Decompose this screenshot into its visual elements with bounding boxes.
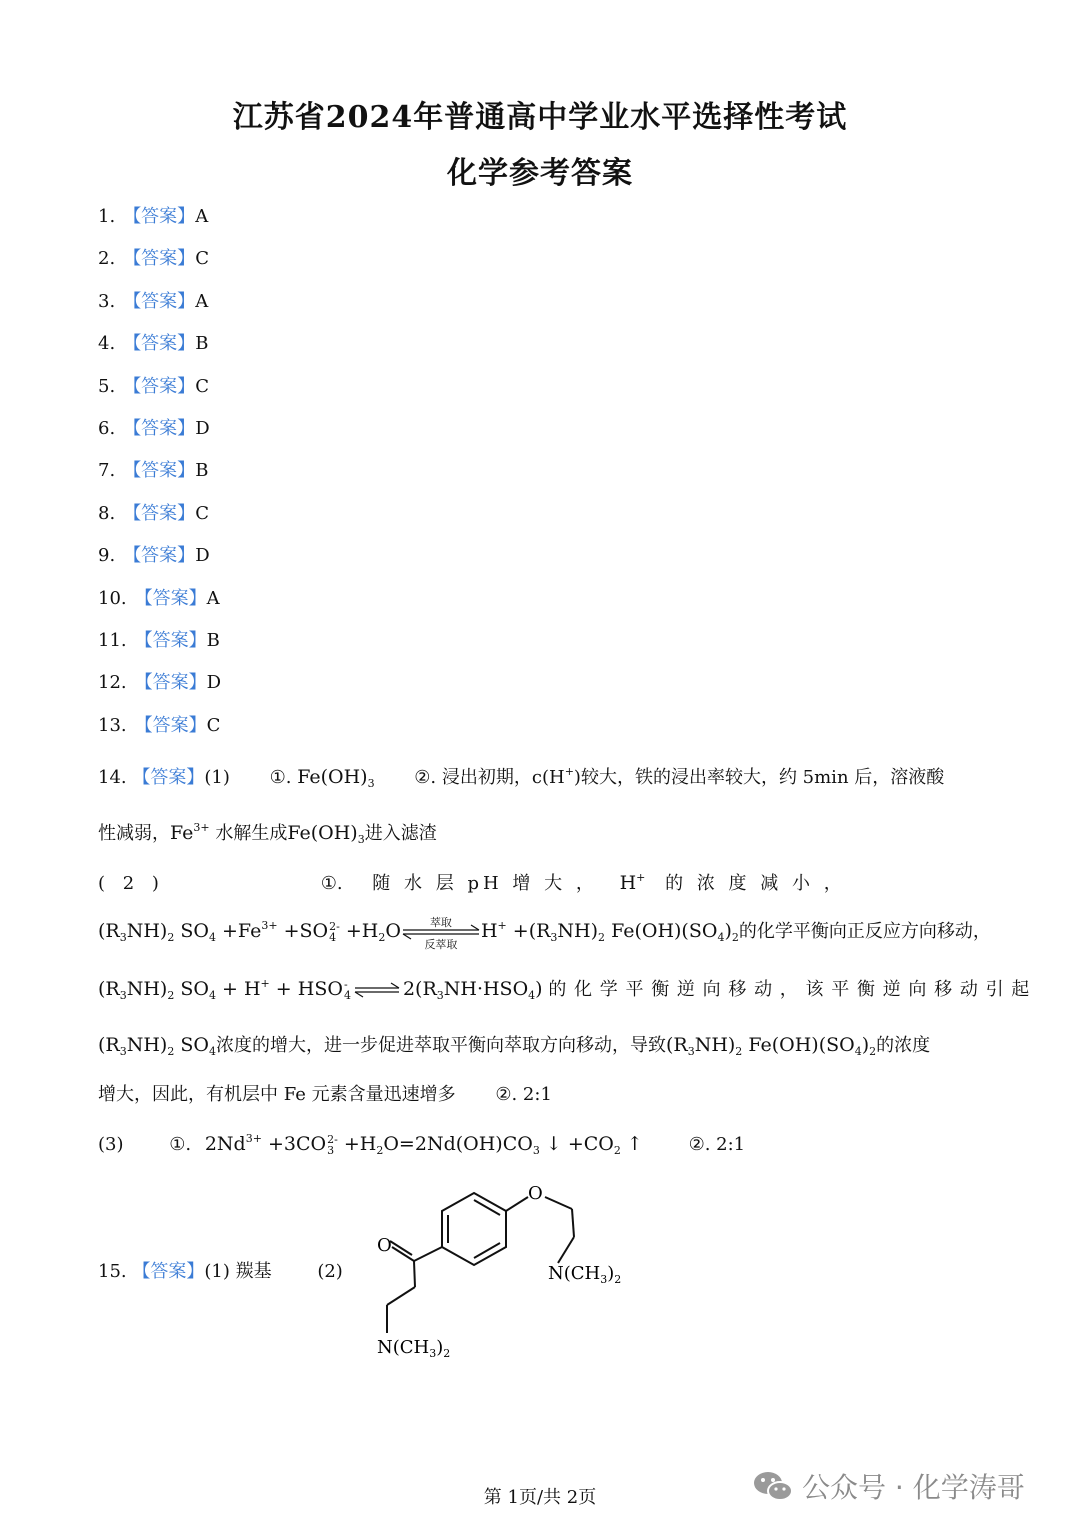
answer-value: B — [206, 630, 220, 651]
q14-part2-label: ( 2 ) — [98, 873, 165, 894]
q14-part1-line1: 14. 【答案】(1) ①. $Fe(OH)_3$ ②. 浸出初期，c(H+)较大，铁的浸出率较大，约 5min 后，溶液酸 — [98, 765, 945, 790]
formula-nd-reaction: $2Nd^{3+} +3CO$ 2- 3 $+H_2O=2Nd(OH)CO_3$ ↓ $+CO_2$ ↑ — [204, 1132, 643, 1157]
q14-number: 14. — [98, 767, 127, 788]
watermark-text: 公众号 · 化学涛哥 — [802, 1471, 1025, 1504]
answer-tag: 【答案】 — [134, 630, 207, 651]
q15-part1: (1) 羰基 — [204, 1261, 272, 1282]
answer-number: 1. — [98, 206, 116, 227]
q14-part2-text-d: 的 化 学 平 衡 逆 向 移 动 ， 该 平 衡 逆 向 移 动 引 起 — [548, 979, 1031, 1000]
document-subtitle: 化学参考答案 — [447, 156, 633, 191]
arrow-label-strip: 反萃取 — [424, 938, 458, 951]
answer-row — [98, 670, 221, 696]
answer-tag: 【答案】 — [134, 714, 207, 736]
answer-tag: 【答案】 — [134, 587, 207, 609]
q14-part2-line4: $(R_3NH)_2$ $SO_4$浓度的增大，进一步促进萃取平衡向萃取方向移动，导致$(R_3NH)_2$ $Fe(OH)(SO_4)_2$的浓度 — [98, 1034, 931, 1058]
answer-tag: 【答案】 — [123, 418, 196, 439]
answer-value: D — [195, 418, 210, 439]
atom-o-ketone: O — [377, 1235, 392, 1256]
answer-number: 4. — [98, 333, 116, 355]
q14-part3 — [98, 1131, 745, 1158]
answer-value: C — [206, 714, 221, 736]
answer-tag: 【答案】 — [123, 545, 196, 567]
answer-value: B — [195, 333, 209, 355]
answer-row — [98, 586, 220, 612]
answer-value: C — [195, 375, 209, 397]
q14-part2-text-a: 随 水 层 pH 增 大 ， — [372, 873, 598, 894]
q14-part2-text-g: 增大，因此，有机层中 Fe 元素含量迅速增多 — [98, 1084, 456, 1105]
q14-equation2: $(R_3NH)_2$ $SO_4 + H^+$ + HSO - 4 $2(R_3NH\cdot HSO_4)$ 的 化 学 平 衡 逆 向 移 动 ， 该 平 衡 逆 向 移 动 引 起 — [98, 977, 1031, 1002]
q14-text-d: 水解生成 — [215, 823, 288, 844]
answer-value: A — [195, 206, 209, 227]
q14-part3-mark1: ①. — [169, 1134, 192, 1155]
answer-number: 8. — [98, 502, 116, 524]
answer-row — [98, 289, 208, 315]
answer-value: D — [206, 672, 222, 694]
answer-tag: 【答案】 — [123, 206, 196, 227]
wechat-icon — [752, 1469, 794, 1503]
q15-number: 15. — [98, 1261, 127, 1282]
answer-row — [98, 331, 208, 357]
answer-tag: 【答案】 — [132, 1261, 205, 1282]
answer-tag: 【答案】 — [132, 767, 205, 788]
answer-value: B — [195, 460, 209, 482]
q14-text-c: 性减弱， — [98, 823, 170, 844]
answer-row — [98, 458, 208, 484]
answer-row — [98, 204, 208, 230]
answer-row — [98, 501, 209, 527]
q15-part2-label: (2) — [317, 1261, 343, 1282]
q14-part3-mark2: ②. 2:1 — [688, 1134, 746, 1155]
answer-number: 13. — [98, 714, 127, 736]
equilibrium-arrow-1 — [401, 916, 481, 951]
answer-tag: 【答案】 — [123, 248, 196, 270]
answer-number: 11. — [98, 630, 127, 651]
q14-part2-text-b: 的 浓 度 减 小 ， — [665, 873, 846, 894]
answer-number: 10. — [98, 587, 127, 609]
q14-part2-mark2: ②. 2:1 — [495, 1084, 552, 1105]
answer-value: A — [206, 587, 220, 609]
answer-number: 7. — [98, 460, 116, 482]
answer-row — [98, 246, 209, 272]
answer-tag: 【答案】 — [123, 375, 196, 397]
q14-part2-text-c: 的化学平衡向正反应方向移动， — [738, 921, 991, 942]
answer-tag: 【答案】 — [123, 290, 196, 312]
q14-part2-text-e: 浓度的增大，进一步促进萃取平衡向萃取方向移动，导致 — [215, 1035, 666, 1056]
answer-tag: 【答案】 — [134, 672, 207, 694]
q14-equation1: $(R_3NH)_2$ $SO_4 +Fe^{3+} +SO$ 2- 4 $+H_2O$ 萃取 反萃取 $H^+ +(R_3NH)_2$ $Fe(OH)(SO_4)_2$的化学平衡向正反应方向移动， — [98, 916, 991, 951]
answer-row — [98, 416, 210, 442]
answer-row — [98, 713, 220, 739]
q14-part2-mark1: ①. — [320, 873, 343, 894]
answer-value: A — [195, 290, 209, 312]
answer-tag: 【答案】 — [123, 333, 196, 355]
answer-value: C — [195, 248, 209, 270]
q14-part2-text-f: 的浓度 — [876, 1035, 931, 1056]
answer-number: 2. — [98, 248, 116, 270]
q14-part1-line2: 性减弱，$Fe^{3+}$ 水解生成$Fe(OH)_3$进入滤渣 — [98, 821, 437, 846]
answer-row — [98, 543, 210, 569]
q14-mark2: ②. — [414, 767, 437, 788]
q14-part2-line5 — [98, 1082, 552, 1108]
page-footer: 第 1页/共 2页 — [483, 1487, 597, 1508]
q14-text-a: 浸出初期，c(H — [441, 767, 565, 788]
answer-row — [98, 374, 209, 400]
answer-tag: 【答案】 — [123, 460, 196, 482]
answer-value: D — [195, 545, 210, 567]
answer-number: 3. — [98, 290, 116, 312]
molecular-structure — [360, 1175, 660, 1375]
answer-row — [98, 628, 220, 654]
formula-feoh3: $Fe(OH)_3$ — [297, 766, 375, 790]
answer-number: 9. — [98, 545, 116, 567]
arrow-label-extract: 萃取 — [429, 916, 452, 929]
q14-part3-label: (3) — [98, 1134, 124, 1155]
q14-part1-label: (1) — [204, 767, 230, 788]
watermark — [752, 1466, 1025, 1506]
q14-text-b: )较大，铁的浸出率较大，约 5min 后，溶液酸 — [573, 767, 945, 788]
group-n1: $N(CH_3)_2$ — [548, 1263, 622, 1286]
equilibrium-arrow-2 — [353, 980, 401, 1000]
answer-value: C — [195, 502, 209, 524]
answer-number: 6. — [98, 418, 116, 439]
answer-number: 12. — [98, 672, 127, 694]
answer-tag: 【答案】 — [123, 502, 196, 524]
atom-o-ether: O — [528, 1183, 543, 1204]
answer-number: 5. — [98, 375, 116, 397]
q15-line — [98, 1259, 343, 1285]
document-title: 江苏省2024年普通高中学业水平选择性考试 — [232, 100, 848, 135]
q14-text-e: 进入滤渣 — [364, 823, 437, 844]
q14-part2-line1: ( 2 ) ①. 随 水 层 pH 增 大 ， H+ 的 浓 度 减 小 ， — [98, 871, 846, 894]
q14-mark1: ①. — [269, 767, 292, 788]
group-n2: $N(CH_3)_2$ — [377, 1337, 451, 1360]
